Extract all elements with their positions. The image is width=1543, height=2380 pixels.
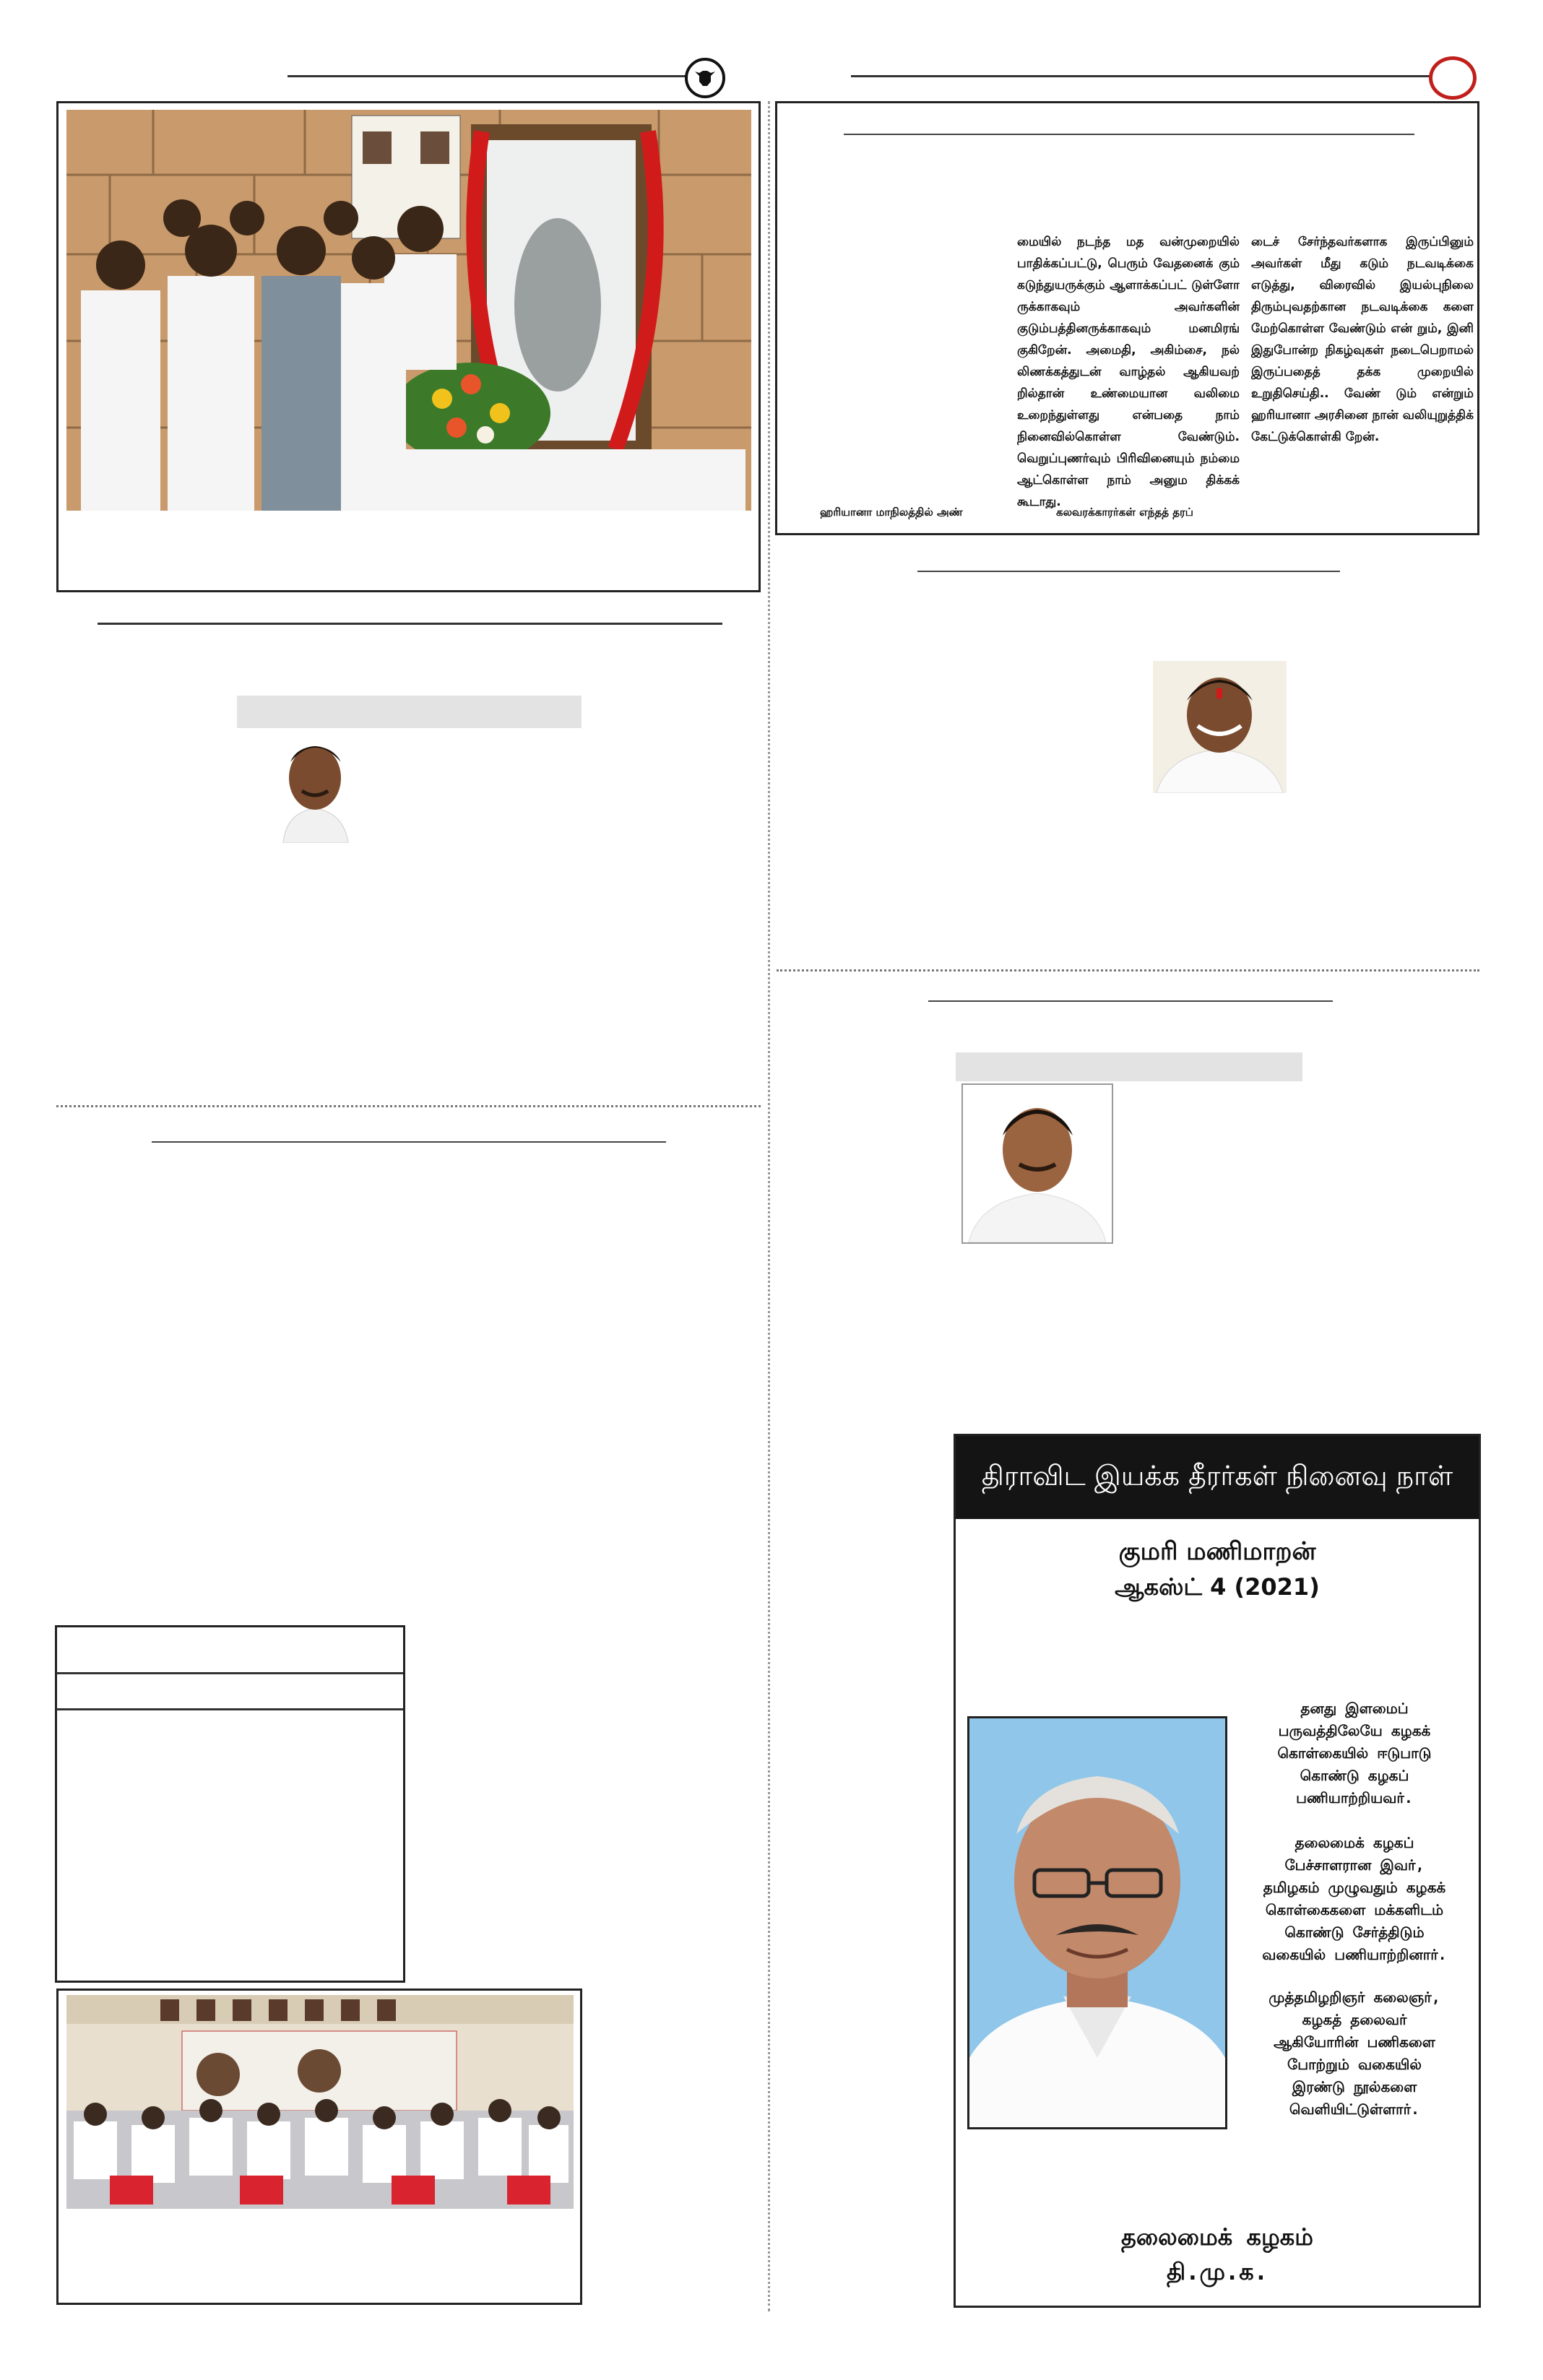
header-rule-left [288,75,688,77]
header-rule-right [851,75,1440,77]
left-subhead-bar [237,696,582,728]
column-divider [768,101,770,2311]
left-section-divider [56,1105,761,1107]
right-headline-rule-2 [928,1000,1333,1002]
left-headline-rule-2 [152,1141,666,1143]
info-table-rule-2 [56,1708,403,1710]
memorial-footer-line-2: தி.மு.க. [1166,2258,1268,2285]
info-table-box [55,1625,405,1983]
memorial-paragraph-1: தனது இளமைப் பருவத்திலேயே கழகக் கொள்கையில் ஈடுபாடு கொண்டு கழகப் பணியாற்றியவர். [1277,1700,1432,1806]
left-headline-rule-1 [98,623,722,625]
right-headline-rule-1 [917,571,1340,572]
info-table-rule-1 [56,1672,403,1674]
memorial-notice [954,1434,1481,2308]
author-portrait-2 [1153,661,1287,793]
meeting-photo [66,1995,574,2209]
red-circle-emblem-icon [1429,56,1477,100]
memorial-header: திராவிட இயக்க தீரர்கள் நினைவு நாள் [956,1436,1479,1519]
memorial-date: ஆகஸ்ட் 4 (2021) [1115,1573,1320,1601]
article-column-left: மையில் நடந்த மத வன்முறையில் பாதிக்கப்பட்டு, பெரும் வேதனைக் கும் கடுந்துயருக்கும் ஆளாக்கப்பட் டுள்ளோ ருக்காகவும் அவர்களின் குடும்பத்தினருக்காகவும் மனமிரங் குகிறேன். அமைதி, அகிம்சை, நல் லிணக்கத்துடன் வாழ்தல் ஆகியவற் றில்தான் உண்மையான வலிமை உறைந்துள்ளது என்பதை நாம் நினைவில்கொள்ள வேண்டும். வெறுப்புணர்வும் பிரிவினையும் நம்மை ஆட்கொள்ள நாம் அனும திக்கக் கூடாது. [1017,235,1240,509]
bull-emblem-icon [685,58,725,98]
memorial-portrait [967,1716,1227,2129]
memorial-paragraph-2: தலைமைக் கழகப் பேச்சாளரான இவர், தமிழகம் முழுவதும் கழகக் கொள்கைகளை மக்களிடம் கொண்டு சேர்த்திடும் வகையில் பணியாற்றினார். [1262,1834,1447,1963]
statue-tribute-photo [66,110,751,511]
memorial-footer-line-1: தலைமைக் கழகம் [1121,2223,1313,2251]
article-column-right: டைச் சேர்ந்தவர்களாக இருப்பினும் அவர்கள் மீது கடும் நடவடிக்கை எடுத்து, விரைவில் இயல்புநிலை திரும்புவதற்கான நடவடிக்கை களை மேற்கொள்ள வேண்டும் என் றும், இனி இதுபோன்ற நிகழ்வுகள் நடைபெறாமல் இருப்பதைத் தக்க முறையில் உறுதிசெய்தி.. வேண் டும் என்றும் ஹரியானா அரசினை நான் வலியுறுத்திக் கேட்டுக்கொள்கி றேன். [1251,235,1474,444]
boxed-article-headline-rule [844,134,1414,135]
right-subhead-bar [956,1052,1302,1081]
article-footer-right: கலவரக்காரர்கள் எந்தத் தரப் [1056,506,1193,519]
right-section-divider [777,969,1479,972]
author-portrait-3 [961,1083,1113,1244]
memorial-paragraph-3: முத்தமிழறிஞர் கலைஞர், கழகத் தலைவர் ஆகியோரின் பணிகளை போற்றும் வகையில் இரண்டு நூல்களை வெளியிட்டுள்ளார். [1268,1989,1440,2118]
memorial-name: குமரி மணிமாறன் [1118,1537,1316,1566]
author-portrait-1 [276,733,354,843]
article-footer-left: ஹரியானா மாநிலத்தில் அண் [820,506,963,519]
